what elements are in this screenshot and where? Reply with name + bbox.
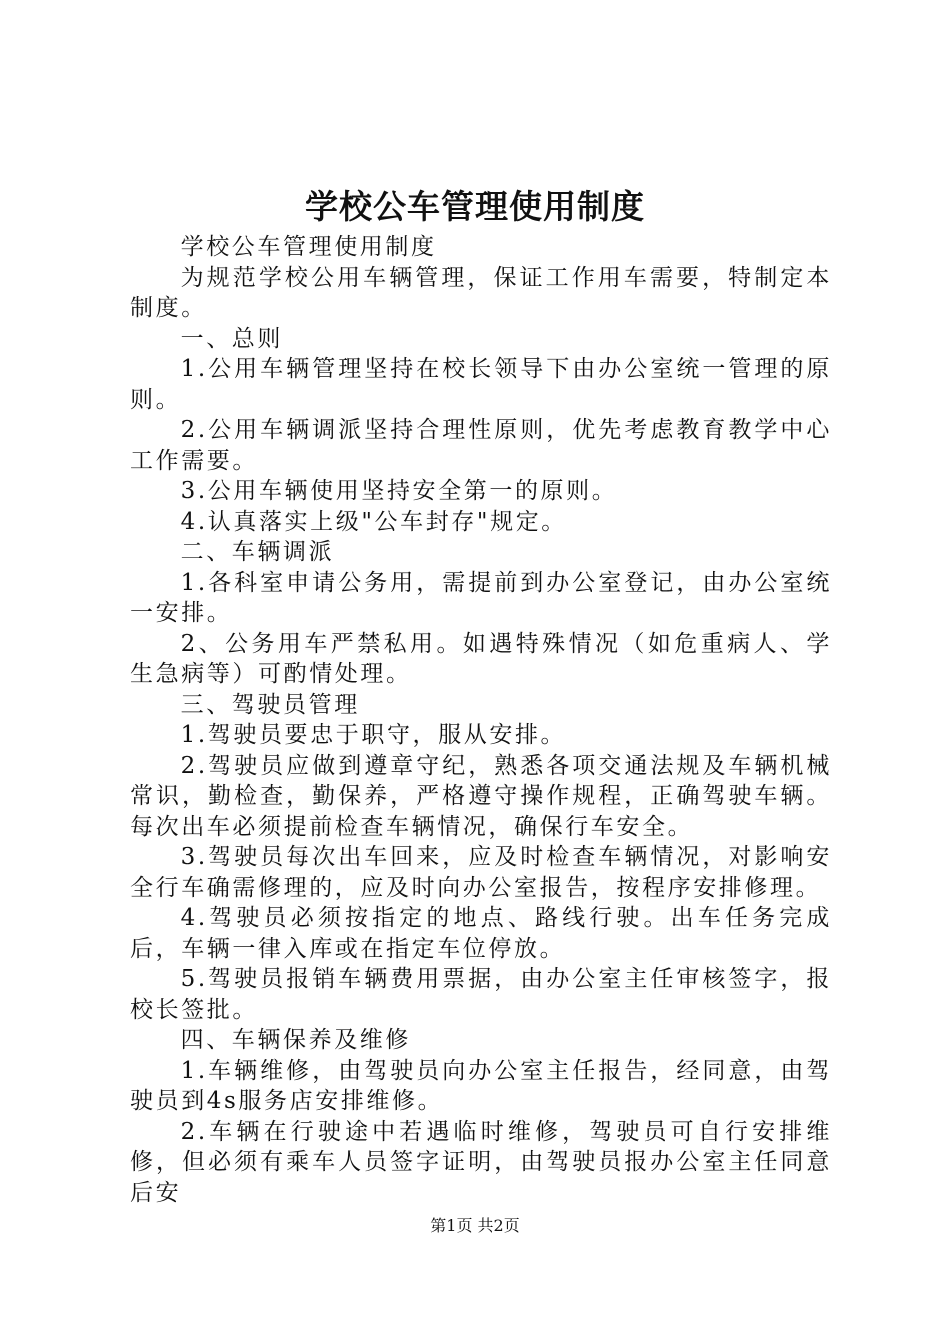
paragraph: 学校公车管理使用制度 [180, 234, 437, 260]
paragraph: 为规范学校公用车辆管理，保证工作用车需要，特制定本制度。 [130, 264, 832, 321]
document-title: 学校公车管理使用制度 [305, 187, 645, 226]
section-heading: 二、车辆调派 [180, 539, 335, 565]
section-heading: 三、驾驶员管理 [180, 691, 360, 718]
page-footer: 第1页 共2页 [430, 1216, 520, 1235]
paragraph: 2.公用车辆调派坚持合理性原则，优先考虑教育教学中心工作需要。 [130, 417, 832, 474]
paragraph: 1.车辆维修，由驾驶员向办公室主任报告，经同意，由驾驶员到4s服务店安排维修。 [130, 1057, 832, 1114]
section-heading: 四、车辆保养及维修 [180, 1027, 411, 1053]
paragraph: 4.驾驶员必须按指定的地点、路线行驶。出车任务完成后，车辆一律入库或在指定车位停放。 [130, 905, 832, 962]
paragraph: 2、公务用车严禁私用。如遇特殊情况（如危重病人、学生急病等）可酌情处理。 [130, 630, 832, 687]
document-body [130, 232, 832, 1208]
paragraph: 4.认真落实上级"公车封存"规定。 [180, 508, 567, 535]
paragraph: 1.公用车辆管理坚持在校长领导下由办公室统一管理的原则。 [130, 356, 832, 413]
paragraph: 3.驾驶员每次出车回来，应及时检查车辆情况，对影响安全行车确需修理的，应及时向办公室报告，按程序安排修理。 [130, 844, 832, 901]
paragraph: 2.驾驶员应做到遵章守纪，熟悉各项交通法规及车辆机械常识，勤检查，勤保养，严格遵守操作规程，正确驾驶车辆。每次出车必须提前检查车辆情况，确保行车安全。 [130, 752, 832, 840]
section-heading: 一、总则 [180, 325, 283, 352]
paragraph: 5.驾驶员报销车辆费用票据，由办公室主任审核签字，报校长签批。 [130, 966, 832, 1023]
paragraph: 1.各科室申请公务用，需提前到办公室登记，由办公室统一安排。 [130, 569, 832, 626]
paragraph: 1.驾驶员要忠于职守，服从安排。 [180, 722, 567, 748]
paragraph: 2.车辆在行驶途中若遇临时维修，驾驶员可自行安排维修，但必须有乘车人员签字证明，由驾驶员报办公室主任同意后安 [130, 1118, 832, 1206]
paragraph: 3.公用车辆使用坚持安全第一的原则。 [180, 478, 618, 504]
